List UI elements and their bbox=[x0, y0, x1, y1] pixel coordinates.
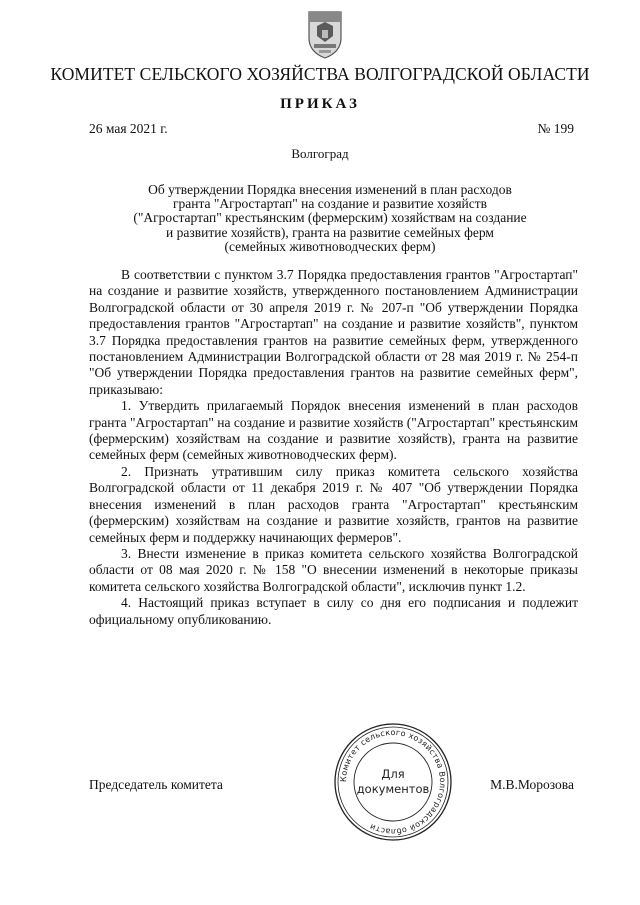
order-title bbox=[110, 183, 550, 254]
document-type: ПРИКАЗ bbox=[280, 96, 360, 112]
clause-paragraph: 1. Утвердить прилагаемый Порядок внесения изменений в план расходов гранта "Агростартап" на создание и развитие хозяйств ("Агростартап" крестьянским (фермерским) хозяйствам на создание и развитие хозяйств), гранта на развитие семейных ферм (семейных животноводческих ферм). bbox=[89, 398, 578, 463]
stamp-ring-text: Комитет сельского хозяйства Волгоградской области bbox=[338, 727, 448, 837]
clause-paragraph: 2. Признать утратившим силу приказ комитета сельского хозяйства Волгоградской области от 11 декабря 2019 г. № 407 "Об утверждении Порядка внесения изменений в план расходов гранта "Агростартап" крестьянским (фермерским) хозяйствам на создание и развитие хозяйств, грантов на развитие семейных ферм и поддержку начинающих фермеров". bbox=[89, 463, 578, 545]
title-line: (семейных животноводческих ферм) bbox=[224, 238, 436, 254]
title-line: гранта "Агростартап" на создание и развитие хозяйств bbox=[172, 196, 488, 212]
coat-of-arms-icon bbox=[305, 8, 345, 60]
order-body bbox=[89, 267, 578, 628]
stamp-center-line: Для bbox=[381, 767, 405, 781]
clause-paragraph: 4. Настоящий приказ вступает в силу со дня его подписания и подлежит официальному опубликованию. bbox=[89, 595, 578, 627]
signatory-name: М.В.Морозова bbox=[490, 777, 574, 792]
official-stamp bbox=[333, 718, 453, 848]
order-number: № 199 bbox=[537, 121, 574, 136]
title-line: ("Агростартап" крестьянским (фермерским) хозяйствам на создание bbox=[133, 210, 527, 226]
organization-name: КОМИТЕТ СЕЛЬСКОГО ХОЗЯЙСТВА ВОЛГОГРАДСКОЙ ОБЛАСТИ bbox=[50, 64, 590, 84]
clause-paragraph: 3. Внести изменение в приказ комитета сельского хозяйства Волгоградской области от 08 мая 2020 г. № 158 "О внесении изменений в некоторые приказы комитета сельского хозяйства Волгоградской области", исключив пункт 1.2. bbox=[89, 545, 578, 594]
city: Волгоград bbox=[291, 146, 349, 161]
title-line: Об утверждении Порядка внесения изменений в план расходов bbox=[148, 182, 512, 197]
preamble-paragraph: В соответствии с пунктом 3.7 Порядка предоставления грантов "Агростартап" на создание и развитие хозяйств, утвержденного постановлением Администрации Волгоградской области от 30 апреля 2019 г. № 207-п "Об утверждении Порядка предоставления грантов "Агростартап" на создание и развитие хозяйств", пунктом 3.7 Порядка предоставления грантов на развитие семейных ферм, утвержденного постановлением Администрации Волгоградской области от 28 мая 2019 г. № 254-п "Об утверждении Порядка предоставления грантов на развитие семейных ферм", приказываю: bbox=[89, 267, 578, 397]
stamp-center-line: документов bbox=[356, 782, 430, 796]
title-line: и развитие хозяйств), гранта на развитие семейных ферм bbox=[166, 224, 494, 240]
signatory-position: Председатель комитета bbox=[89, 777, 223, 792]
order-date: 26 мая 2021 г. bbox=[89, 121, 168, 136]
